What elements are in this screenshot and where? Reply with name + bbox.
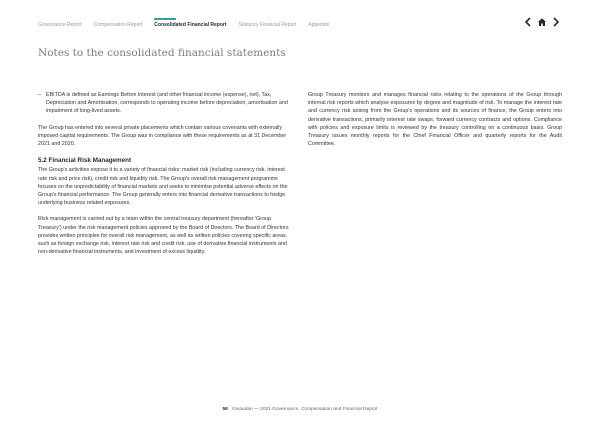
tab-appendix[interactable]: Appendix [308, 22, 330, 28]
left-column [38, 91, 292, 264]
page-controls [524, 17, 560, 27]
chevron-right-icon[interactable] [552, 17, 560, 27]
ebitda-definition [38, 91, 292, 116]
report-navigation [38, 22, 341, 28]
chevron-left-icon[interactable] [524, 17, 532, 27]
ebitda-text: EBITDA is defined as Earnings Before Interest (and other financial income (expense), net), Tax, Depreciation and Amortisation, corresponds to operating income before depreciation, amortisation and impairment of long-lived assets. [46, 92, 288, 115]
tab-governance-report[interactable]: Governance Report [38, 22, 82, 28]
page-title: Notes to the consolidated financial statements [38, 47, 286, 59]
tab-consolidated-financial-report[interactable]: Consolidated Financial Report [154, 22, 227, 28]
covenants-paragraph: The Group has entered into several private placements which contain various covenants with externally imposed capital requirements. The Group was in compliance with these requirements as at 31 December 2021 and 2020. [38, 124, 287, 148]
tab-statutory-financial-report[interactable]: Statutory Financial Report [238, 22, 297, 28]
tab-compensation-report[interactable]: Compensation Report [93, 22, 143, 28]
page-number: 58 [222, 407, 228, 412]
treasury-paragraph: Group Treasury monitors and manages financial risks relating to the operations of the Group through internal risk reports which analyse exposures by degree and magnitude of risk. To manage the interest rate and currency risk arising from the Group's operations and its sources of finance, the Group enters into derivative transactions, primarily interest rate swaps, forward currency contracts and options. Compliance with policies and exposure limits is reviewed by the treasury controlling on a continuous basis. Group Treasury issues monthly reports for the Chief Financial Officer and quarterly reports for the Audit Committee. [308, 92, 562, 148]
page-footer [0, 407, 600, 412]
footer-text: Givaudan — 2021 Governance, Compensation and Financial Report [232, 407, 378, 412]
risk-management-paragraph: Risk management is carried out by a team within the central treasury department (hereafter 'Group Treasury') under the risk management policies approved by the Board of Directors. The Board of Directors provides written principles for overall risk management, as well as written policies covering specific areas, such as foreign exchange risk, interest rate risk and credit risk, use of derivative financial instruments and non-derivative financial instruments, and investment of excess liquidity. [38, 216, 289, 256]
bullet-dash: – [38, 92, 41, 98]
section-heading: 5.2 Financial Risk Management [38, 157, 132, 165]
home-icon[interactable] [537, 17, 547, 27]
risk-exposure-paragraph: The Group's activities expose it to a variety of financial risks: market risk (including currency risk, interest rate risk and price risk), credit risk and liquidity risk. The Group's overall risk management programme focuses on the unpredictability of financial markets and seeks to minimise potential adverse effects on the Group's financial performance. The Group generally enters into financial derivative transactions to hedge underlying business related exposures. [38, 167, 288, 207]
right-column [308, 91, 562, 156]
